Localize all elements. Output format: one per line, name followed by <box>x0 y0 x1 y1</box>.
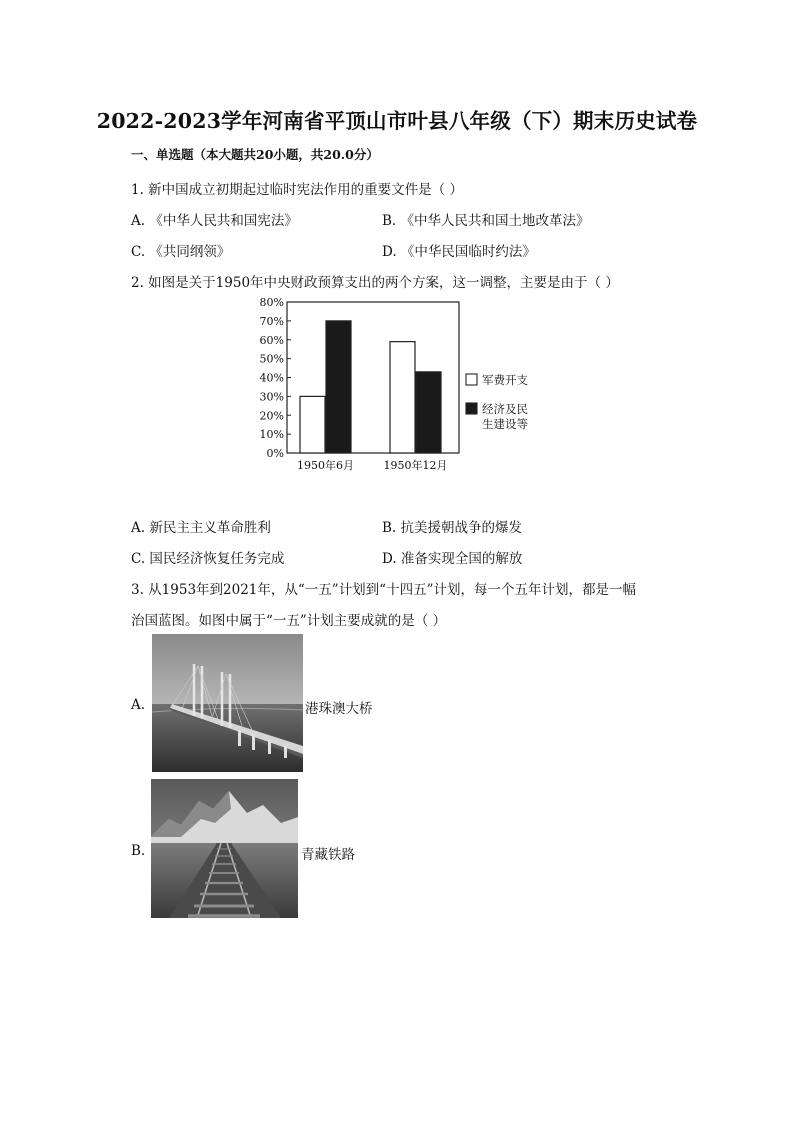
y-tick-label: 80% <box>259 296 284 309</box>
y-tick-label: 60% <box>259 333 284 347</box>
y-tick-label: 10% <box>259 428 284 442</box>
legend-label-2: 经济及民 <box>482 402 528 416</box>
legend-label-2: 生建设等 <box>482 417 528 431</box>
question-1-stem: 1. 新中国成立初期起过临时宪法作用的重要文件是（ ） <box>131 182 463 198</box>
question-2-option-d[interactable]: D. 准备实现全国的解放 <box>382 551 523 567</box>
railway-photo <box>151 779 298 918</box>
y-tick-label: 50% <box>259 352 284 366</box>
page-title: 2022-2023学年河南省平顶山市叶县八年级（下）期末历史试卷 <box>96 109 698 133</box>
question-1-option-b[interactable]: B. 《中华人民共和国土地改革法》 <box>382 213 590 229</box>
y-tick-label: 70% <box>259 314 284 328</box>
option-b-caption: 青藏铁路 <box>301 847 355 863</box>
section-heading: 一、单选题（本大题共20小题，共20.0分） <box>131 147 379 162</box>
option-a-caption: 港珠澳大桥 <box>305 701 373 717</box>
budget-bar-chart-svg <box>254 293 554 478</box>
question-1-option-d[interactable]: D. 《中华民国临时约法》 <box>382 244 536 260</box>
question-1-option-a[interactable]: A. 《中华人民共和国宪法》 <box>131 213 298 229</box>
legend-swatch-2 <box>466 403 477 414</box>
legend-swatch-1 <box>466 374 477 385</box>
question-3-stem-line-1: 3. 从1953年到2021年，从“一五”计划到“十四五”计划，每一个五年计划，都是一幅 <box>131 582 636 598</box>
bar-military-1 <box>300 396 325 453</box>
y-tick-label: 40% <box>259 371 284 385</box>
question-2-option-c[interactable]: C. 国民经济恢复任务完成 <box>131 551 285 567</box>
x-category-label: 1950年12月 <box>383 459 448 472</box>
question-2-stem: 2. 如图是关于1950年中央财政预算支出的两个方案，这一调整，主要是由于（ ） <box>131 275 619 291</box>
budget-bar-chart <box>254 293 554 482</box>
question-2-option-a[interactable]: A. 新民主主义革命胜利 <box>131 520 271 536</box>
y-tick-label: 0% <box>266 447 284 460</box>
y-tick-label: 30% <box>259 390 284 404</box>
bar-economy-2 <box>416 372 441 453</box>
question-3-stem-line-2: 治国蓝图。如图中属于“一五”计划主要成就的是（ ） <box>131 613 447 629</box>
bar-military-2 <box>390 342 415 453</box>
question-3-option-a-letter[interactable]: A. <box>131 697 146 713</box>
legend-label-1: 军费开支 <box>482 373 528 387</box>
y-tick-label: 20% <box>259 409 284 423</box>
x-category-label: 1950年6月 <box>297 459 354 472</box>
bar-economy-1 <box>326 321 351 453</box>
question-1-option-c[interactable]: C. 《共同纲领》 <box>131 244 231 260</box>
question-3-option-b-letter[interactable]: B. <box>131 843 146 859</box>
question-2-option-b[interactable]: B. 抗美援朝战争的爆发 <box>382 520 523 536</box>
bridge-photo <box>152 634 303 772</box>
